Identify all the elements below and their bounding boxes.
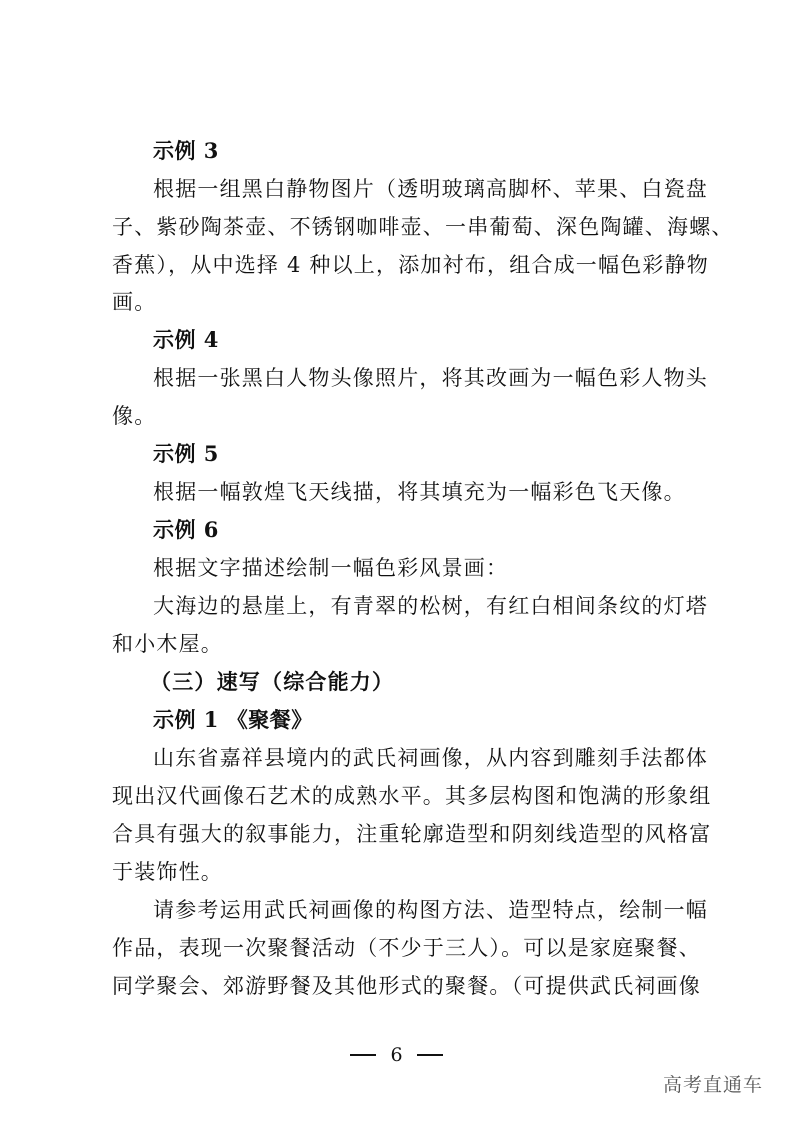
subsection-heading: （三）速写（综合能力）	[150, 669, 395, 694]
section-heading: 示例 1 《聚餐》	[153, 707, 313, 732]
paragraph-line: 大海边的悬崖上，有青翠的松树，有红白相间条纹的灯塔	[153, 594, 708, 618]
paragraph-line: 合具有强大的叙事能力，注重轮廓造型和阴刻线造型的风格富	[112, 822, 712, 846]
footer-dash-left	[350, 1054, 376, 1056]
page-number: 6	[390, 1044, 403, 1066]
paragraph-line: 子、紫砂陶茶壶、不锈钢咖啡壶、一串葡萄、深色陶罐、海螺、	[112, 215, 734, 239]
paragraph-line: 像。	[112, 404, 157, 428]
watermark-text: 高考直通车	[662, 1074, 763, 1096]
paragraph-line: 根据一组黑白静物图片（透明玻璃高脚杯、苹果、白瓷盘	[153, 177, 708, 201]
paragraph-line: 请参考运用武氏祠画像的构图方法、造型特点，绘制一幅	[153, 898, 708, 922]
paragraph-line: 现出汉代画像石艺术的成熟水平。其多层构图和饱满的形象组	[112, 784, 712, 808]
section-heading: 示例 3	[153, 138, 219, 163]
paragraph-line: 和小木屋。	[112, 632, 223, 656]
footer-dash-right	[417, 1054, 443, 1056]
page-footer	[0, 1040, 793, 1070]
paragraph-line: 山东省嘉祥县境内的武氏祠画像，从内容到雕刻手法都体	[153, 746, 708, 770]
paragraph-line: 根据一幅敦煌飞天线描，将其填充为一幅彩色飞天像。	[153, 480, 686, 504]
section-heading: 示例 5	[153, 441, 219, 466]
section-heading: 示例 4	[153, 327, 219, 352]
paragraph-line: 于装饰性。	[112, 860, 223, 884]
paragraph-line: 同学聚会、郊游野餐及其他形式的聚餐。（可提供武氏祠画像	[112, 974, 701, 998]
paragraph-line: 作品，表现一次聚餐活动（不少于三人）。可以是家庭聚餐、	[112, 936, 701, 960]
paragraph-line: 根据文字描述绘制一幅色彩风景画：	[153, 556, 509, 580]
paragraph-line: 香蕉），从中选择 4 种以上，添加衬布，组合成一幅色彩静物	[112, 253, 710, 277]
paragraph-line: 根据一张黑白人物头像照片，将其改画为一幅色彩人物头	[153, 366, 708, 390]
section-heading: 示例 6	[153, 517, 219, 542]
paragraph-line: 画。	[112, 290, 157, 314]
